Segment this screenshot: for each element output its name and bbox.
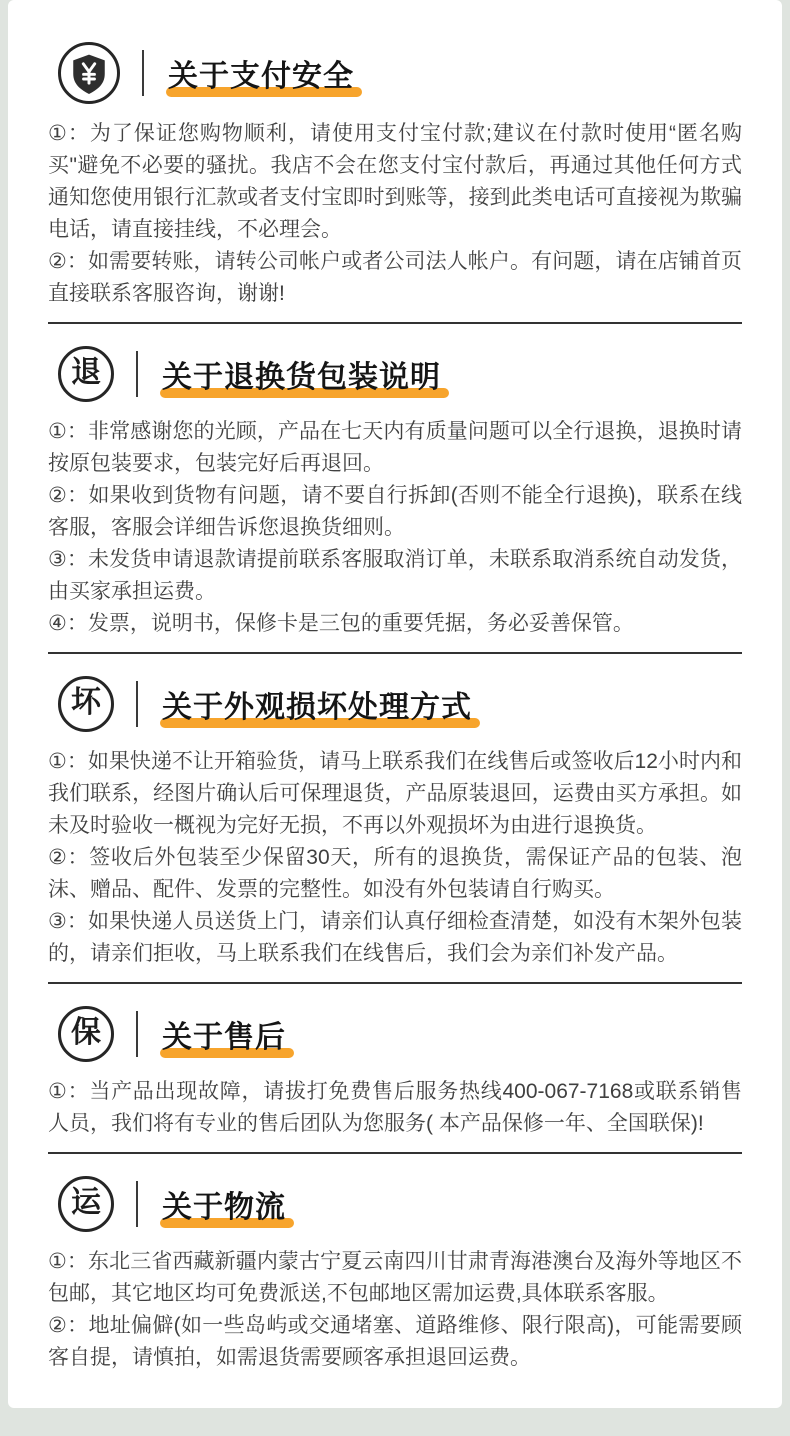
- policy-paragraph: ①：当产品出现故障，请拔打免费售后服务热线400-067-7168或联系销售人员，我们将有专业的售后团队为您服务( 本产品保修一年、全国联保)!: [48, 1080, 742, 1135]
- section-title: 关于退换货包装说明: [160, 352, 443, 396]
- section-damage-handling: [48, 654, 742, 984]
- payment-shield-yen-icon: [58, 42, 120, 104]
- warranty-icon: 保: [58, 1006, 114, 1062]
- policy-paragraph: ①：非常感谢您的光顾，产品在七天内有质量问题可以全行退换，退换时请按原包装要求，包装完好后再退回。: [48, 420, 742, 475]
- policy-paragraph: ①：东北三省西藏新疆内蒙古宁夏云南四川甘肃青海港澳台及海外等地区不包邮，其它地区均可免费派送,不包邮地区需加运费,具体联系客服。: [48, 1250, 742, 1305]
- section-header: [58, 346, 742, 402]
- header-divider: [136, 681, 138, 727]
- policy-paragraph: ②：签收后外包装至少保留30天，所有的退换货，需保证产品的包装、泡沫、赠品、配件、发票的完整性。如没有外包装请自行购买。: [48, 846, 742, 901]
- shipping-icon: 运: [58, 1176, 114, 1232]
- section-title: 关于售后: [160, 1012, 288, 1056]
- section-header: [58, 1176, 742, 1232]
- header-divider: [142, 50, 144, 96]
- section-title: 关于物流: [160, 1182, 288, 1226]
- header-divider: [136, 351, 138, 397]
- section-return-packaging: [48, 324, 742, 654]
- section-after-sales: [48, 984, 742, 1154]
- policy-paragraph: ②：地址偏僻(如一些岛屿或交通堵塞、道路维修、限行限高)，可能需要顾客自提，请慎拍，如需退货需要顾客承担退回运费。: [48, 1314, 742, 1369]
- section-header: [58, 1006, 742, 1062]
- policy-paragraph: ③：如果快递人员送货上门，请亲们认真仔细检查清楚，如没有木架外包装的，请亲们拒收，马上联系我们在线售后，我们会为亲们补发产品。: [48, 910, 742, 965]
- policy-paragraph: ②：如需要转账，请转公司帐户或者公司法人帐户。有问题，请在店铺首页直接联系客服咨询，谢谢!: [48, 250, 742, 305]
- policy-paragraph: ①：如果快递不让开箱验货，请马上联系我们在线售后或签收后12小时内和我们联系，经图片确认后可保理退货，产品原装退回，运费由买方承担。如未及时验收一概视为完好无损，不再以外观损坏为由进行退换货。: [48, 750, 742, 837]
- policy-paragraph: ③：未发货申请退款请提前联系客服取消订单，未联系取消系统自动发货，由买家承担运费。: [48, 548, 742, 603]
- policy-paragraph: ④：发票，说明书，保修卡是三包的重要凭据，务必妥善保管。: [48, 612, 634, 635]
- section-header: [58, 676, 742, 732]
- header-divider: [136, 1181, 138, 1227]
- policy-card: [8, 0, 782, 1408]
- section-header: [58, 42, 742, 104]
- policy-paragraph: ②：如果收到货物有问题，请不要自行拆卸(否则不能全行退换)，联系在线客服，客服会详细告诉您退换货细则。: [48, 484, 742, 539]
- section-title: 关于支付安全: [166, 51, 356, 95]
- policy-paragraph: ①：为了保证您购物顺利，请使用支付宝付款;建议在付款时使用“匿名购买"避免不必要的骚扰。我店不会在您支付宝付款后，再通过其他任何方式通知您使用银行汇款或者支付宝即时到账等，接到此类电话可直接视为欺骗电话，请直接挂线，不必理会。: [48, 122, 742, 241]
- damage-icon: 坏: [58, 676, 114, 732]
- section-logistics: [48, 1154, 742, 1386]
- header-divider: [136, 1011, 138, 1057]
- section-title: 关于外观损坏处理方式: [160, 682, 474, 726]
- section-payment-security: [48, 0, 742, 324]
- return-icon: 退: [58, 346, 114, 402]
